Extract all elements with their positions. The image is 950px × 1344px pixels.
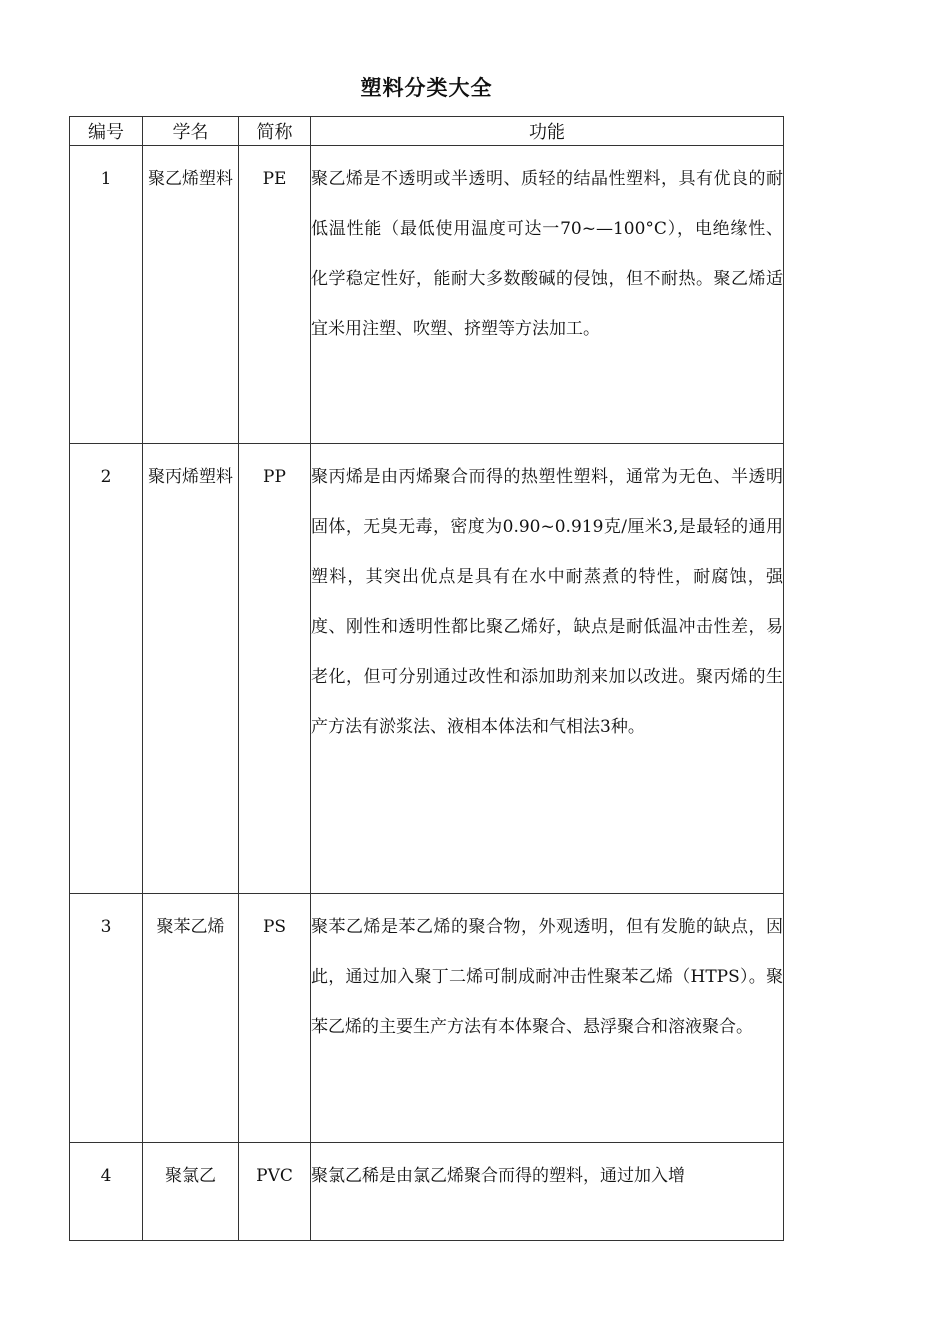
cell-function: 聚氯乙稀是由氯乙烯聚合而得的塑料，通过加入增 <box>311 1143 784 1241</box>
cell-function: 聚乙烯是不透明或半透明、质轻的结晶性塑料，具有优良的耐低温性能（最低使用温度可达一70~—100°C），电绝缘性、化学稳定性好，能耐大多数酸碱的侵蚀，但不耐热。聚乙烯适宜米用注塑、吹塑、挤塑等方法加工。 <box>311 146 784 444</box>
cell-abbreviation: PS <box>239 894 311 1143</box>
table-row <box>70 146 784 444</box>
table-header-row <box>70 117 784 146</box>
cell-scientific-name: 聚丙烯塑料 <box>143 444 239 894</box>
table-row <box>70 1143 784 1241</box>
header-scientific-name: 学名 <box>143 117 239 146</box>
cell-number: 4 <box>70 1143 143 1241</box>
cell-abbreviation: PP <box>239 444 311 894</box>
page-title: 塑料分类大全 <box>360 76 493 100</box>
cell-number: 2 <box>70 444 143 894</box>
cell-number: 3 <box>70 894 143 1143</box>
table-row <box>70 894 784 1143</box>
header-abbreviation: 简称 <box>239 117 311 146</box>
cell-function: 聚丙烯是由丙烯聚合而得的热塑性塑料，通常为无色、半透明固体，无臭无毒，密度为0.90~0.919克/厘米3,是最轻的通用塑料，其突出优点是具有在水中耐蒸煮的特性，耐腐蚀，强度、刚性和透明性都比聚乙烯好，缺点是耐低温冲击性差，易老化，但可分别通过改性和添加助剂来加以改进。聚丙烯的生产方法有淤浆法、液相本体法和气相法3种。 <box>311 444 784 894</box>
cell-number: 1 <box>70 146 143 444</box>
table-row <box>70 444 784 894</box>
cell-scientific-name: 聚苯乙烯 <box>143 894 239 1143</box>
plastics-table <box>69 116 784 1241</box>
cell-function: 聚苯乙烯是苯乙烯的聚合物，外观透明，但有发脆的缺点，因此，通过加入聚丁二烯可制成耐冲击性聚苯乙烯（HTPS）。聚苯乙烯的主要生产方法有本体聚合、悬浮聚合和溶液聚合。 <box>311 894 784 1143</box>
header-function: 功能 <box>311 117 784 146</box>
header-number: 编号 <box>70 117 143 146</box>
cell-scientific-name: 聚乙烯塑料 <box>143 146 239 444</box>
cell-abbreviation: PE <box>239 146 311 444</box>
cell-abbreviation: PVC <box>239 1143 311 1241</box>
cell-scientific-name: 聚氯乙 <box>143 1143 239 1241</box>
